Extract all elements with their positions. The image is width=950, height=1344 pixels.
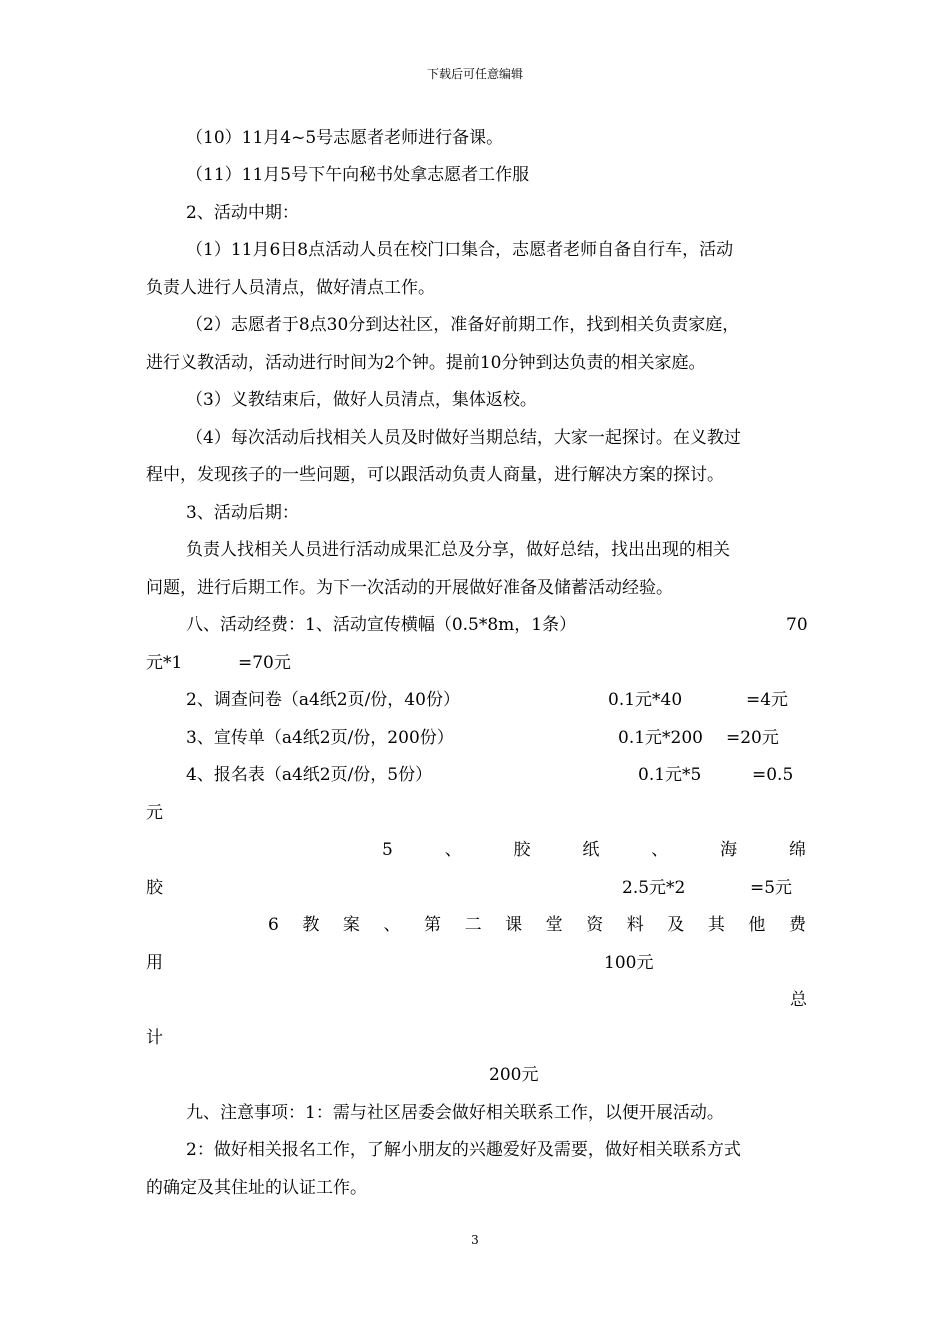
budget-item-3: 3、宣传单（a4纸2页/份，200份） xyxy=(186,728,454,748)
budget-item-6-cont: 用 xyxy=(146,953,163,973)
budget-item-6-word: 其 xyxy=(707,915,725,935)
section-heading-late: 3、活动后期： xyxy=(186,503,299,523)
page-header: 下载后可任意编辑 xyxy=(426,67,523,81)
budget-item-4-total: =0.5 xyxy=(752,765,794,785)
budget-item-5-word: 、 xyxy=(444,840,462,860)
budget-item-1-total: =70元 xyxy=(238,653,291,673)
budget-item-1: 八、活动经费：1、活动宣传横幅（0.5*8m，1条） xyxy=(186,615,577,635)
text-line-6: （2）志愿者于8点30分到达社区，准备好前期工作，找到相关负责家庭， xyxy=(186,315,740,335)
budget-item-4-calc: 0.1元*5 xyxy=(638,765,702,785)
budget-item-5-word: 海 xyxy=(720,840,738,860)
text-line-2: （11）11月5号下午向秘书处拿志愿者工作服 xyxy=(186,165,530,185)
page-number: 3 xyxy=(471,1233,479,1247)
budget-item-6-word: 料 xyxy=(626,915,644,935)
text-line-5: 负责人进行人员清点，做好清点工作。 xyxy=(146,278,435,298)
text-line-1: （10）11月4~5号志愿者老师进行备课。 xyxy=(186,128,504,148)
budget-item-5-word: 5 xyxy=(382,840,393,860)
budget-item-6-word: 教 xyxy=(302,915,320,935)
budget-item-5-word: 纸 xyxy=(582,840,600,860)
budget-item-6-line xyxy=(268,913,806,937)
budget-item-4-cont: 元 xyxy=(146,803,163,823)
budget-item-2: 2、调查问卷（a4纸2页/份，40份） xyxy=(186,690,460,710)
budget-item-2-calc: 0.1元*40 xyxy=(608,690,683,710)
budget-item-3-total: =20元 xyxy=(726,728,779,748)
budget-sum-label-2: 计 xyxy=(146,1028,163,1048)
text-line-7: 进行义教活动，活动进行时间为2个钟。提前10分钟到达负责的相关家庭。 xyxy=(146,353,706,373)
budget-item-2-total: =4元 xyxy=(746,690,789,710)
budget-item-6-word: 课 xyxy=(505,915,523,935)
budget-sum-total: 200元 xyxy=(489,1065,539,1085)
text-line-10: 程中，发现孩子的一些问题，可以跟活动负责人商量，进行解决方案的探讨。 xyxy=(146,465,724,485)
budget-item-6-word: 6 xyxy=(268,915,279,935)
budget-item-6-word: 第 xyxy=(424,915,442,935)
notes-line-3: 的确定及其住址的认证工作。 xyxy=(146,1178,367,1198)
text-line-4: （1）11月6日8点活动人员在校门口集合，志愿者老师自备自行车，活动 xyxy=(186,240,734,260)
budget-item-6-total: 100元 xyxy=(604,953,654,973)
notes-line-1: 九、注意事项：1：需与社区居委会做好相关联系工作，以便开展活动。 xyxy=(186,1103,724,1123)
budget-item-4: 4、报名表（a4纸2页/份，5份） xyxy=(186,765,433,785)
text-line-12: 负责人找相关人员进行活动成果汇总及分享，做好总结，找出出现的相关 xyxy=(186,540,730,560)
budget-sum-label-1: 总 xyxy=(790,990,807,1010)
budget-item-6-word: 费 xyxy=(788,915,806,935)
budget-item-5-word: 、 xyxy=(651,840,669,860)
budget-item-3-calc: 0.1元*200 xyxy=(618,728,703,748)
budget-item-1-amount: 70 xyxy=(786,615,808,635)
budget-item-6-word: 及 xyxy=(667,915,685,935)
budget-item-5-total: =5元 xyxy=(750,878,793,898)
section-heading-mid: 2、活动中期： xyxy=(186,203,299,223)
budget-item-6-word: 资 xyxy=(586,915,604,935)
budget-item-1-cont: 元*1 xyxy=(146,653,183,673)
budget-item-6-word: 二 xyxy=(464,915,482,935)
budget-item-6-word: 他 xyxy=(748,915,766,935)
budget-item-6-word: 、 xyxy=(383,915,401,935)
text-line-13: 问题，进行后期工作。为下一次活动的开展做好准备及储蓄活动经验。 xyxy=(146,578,673,598)
budget-item-5-calc: 2.5元*2 xyxy=(622,878,686,898)
budget-item-5-cont: 胶 xyxy=(146,878,163,898)
text-line-8: （3）义教结束后，做好人员清点，集体返校。 xyxy=(186,390,537,410)
text-line-9: （4）每次活动后找相关人员及时做好当期总结，大家一起探讨。在义教过 xyxy=(186,428,741,448)
budget-item-5-line xyxy=(382,838,806,862)
budget-item-6-word: 案 xyxy=(342,915,360,935)
notes-line-2: 2：做好相关报名工作，了解小朋友的兴趣爱好及需要，做好相关联系方式 xyxy=(186,1140,741,1160)
budget-item-6-word: 堂 xyxy=(545,915,563,935)
budget-item-5-word: 胶 xyxy=(513,840,531,860)
budget-item-5-word: 绵 xyxy=(788,840,806,860)
